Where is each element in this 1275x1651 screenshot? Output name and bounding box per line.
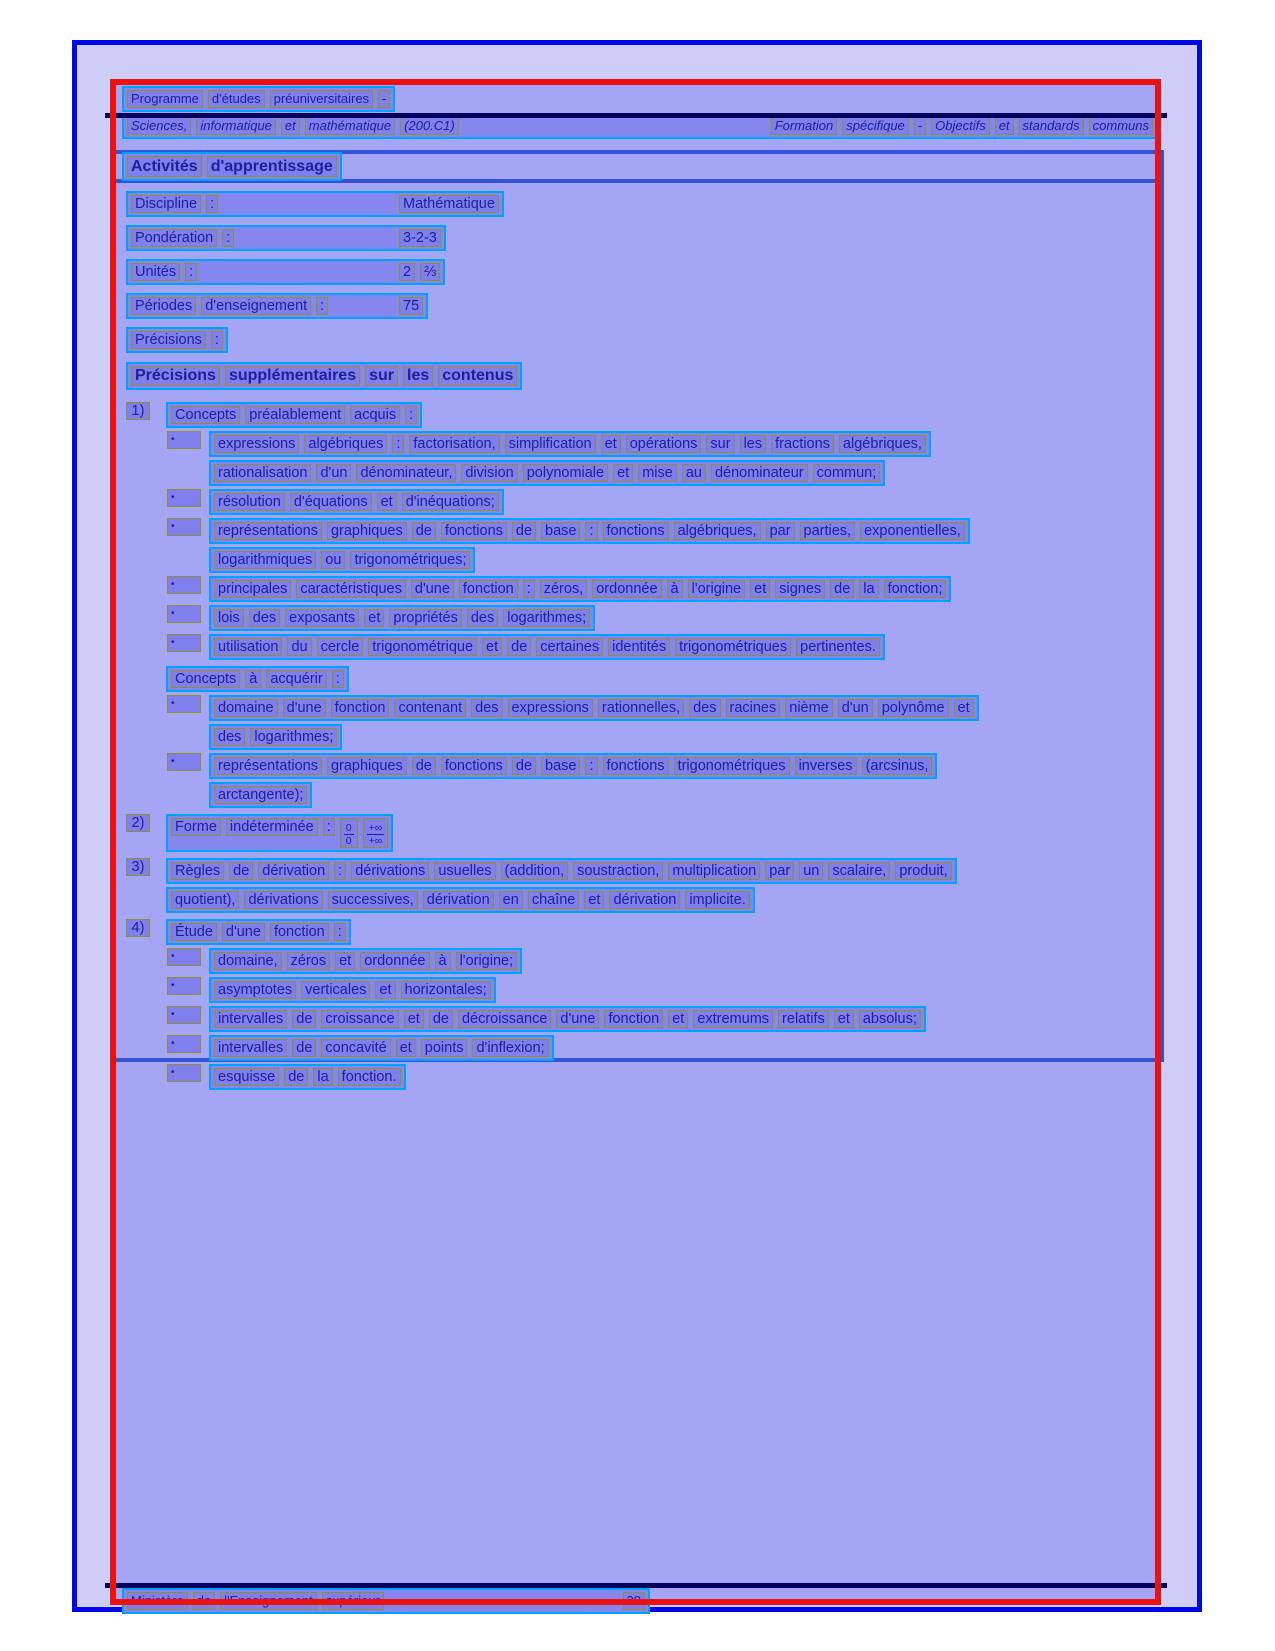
list-item (167, 948, 1160, 974)
header-line-1 (122, 86, 1158, 112)
field-row (126, 191, 1160, 216)
list-item-continuation (166, 887, 1160, 913)
bullet-icon: • (167, 948, 201, 966)
list-item (167, 695, 1160, 721)
header-section-label: Formation spécifique - Objectifs et standards communs (771, 117, 1153, 135)
field-row (126, 225, 1160, 250)
bullet-icon: • (167, 977, 201, 995)
list-item-text: rationalisation d'un dénominateur, division polynomiale et mise au dénominateur commun; (209, 460, 885, 486)
list-item-text: intervalles de croissance et de décroissance d'une fonction et extremums relatifs et absolus; (209, 1006, 926, 1032)
field-value: Mathématique (399, 195, 499, 213)
list-item-text: domaine, zéros et ordonnée à l'origine; (209, 948, 522, 974)
bullet-icon: • (167, 489, 201, 507)
list-item-text: utilisation du cercle trigonométrique et de certaines identités trigonométriques pertinentes. (209, 634, 885, 660)
list-item-text: domaine d'une fonction contenant des expressions rationnelles, des racines nième d'un polynôme et (209, 695, 979, 721)
list-item-text: intervalles de concavité et points d'inflexion; (209, 1035, 554, 1061)
list-item: 2) Forme indéterminée : $\frac{0}{0}$ $\frac{+\infty}{+\infty}$ (126, 814, 1160, 852)
page-footer (122, 1588, 650, 1614)
list-item-text: Concepts à acquérir : (166, 666, 349, 692)
field-row (126, 293, 1160, 318)
field-row (126, 327, 1160, 352)
list-item-text: esquisse de la fonction. (209, 1064, 406, 1090)
bullet-icon: • (167, 634, 201, 652)
list-item (167, 576, 1160, 602)
list-item-text: principales caractéristiques d'une fonction : zéros, ordonnée à l'origine et signes de la fonction; (209, 576, 951, 602)
section-heading (126, 362, 1160, 390)
field-label: Précisions : (131, 331, 223, 349)
list-item-text: Étude d'une fonction : (166, 919, 351, 945)
field-label: Discipline : (131, 195, 394, 213)
list-item-continuation (209, 460, 1160, 486)
list-item-continuation (209, 782, 1160, 808)
list-item-text: représentations graphiques de fonctions de base : fonctions trigonométriques inverses (arcsinus, (209, 753, 937, 779)
list-item (167, 1035, 1160, 1061)
bullet-icon: • (167, 431, 201, 449)
list-item-text: résolution d'équations et d'inéquations; (209, 489, 504, 515)
field-label: Unités : (131, 263, 394, 281)
list-item-continuation (209, 724, 1160, 750)
bullet-icon: • (167, 576, 201, 594)
field-value: 2 ⅔ (399, 263, 440, 281)
field-value: 3-2-3 (399, 229, 441, 247)
list-item-text: arctangente); (209, 782, 312, 808)
list-item-text: des logarithmes; (209, 724, 342, 750)
table-title-row (114, 154, 1160, 183)
bullet-icon: • (167, 605, 201, 623)
field-value: 75 (399, 297, 423, 315)
page-number: 29 (623, 1592, 645, 1610)
list-item (167, 753, 1160, 779)
item-number: 1) (126, 402, 150, 420)
list-item (166, 666, 1160, 692)
bullet-icon: • (167, 1006, 201, 1024)
list-item (167, 518, 1160, 544)
header-program-title: Programme d'études préuniversitaires - (122, 86, 395, 112)
list-item (167, 605, 1160, 631)
list-item (167, 977, 1160, 1003)
list-item-text: asymptotes verticales et horizontales; (209, 977, 496, 1003)
list-item (167, 634, 1160, 660)
item-number: 2) (126, 814, 150, 832)
header-program-subtitle: Sciences, informatique et mathématique (200.C1) (127, 117, 459, 135)
list-item-text: Règles de dérivation : dérivations usuelles (addition, soustraction, multiplication par un scalaire, produit, (166, 858, 957, 884)
bullet-icon: • (167, 1035, 201, 1053)
list-item-text: quotient), dérivations successives, dérivation en chaîne et dérivation implicite. (166, 887, 755, 913)
item-number: 3) (126, 858, 150, 876)
list-item (167, 489, 1160, 515)
bullet-icon: • (167, 695, 201, 713)
activities-table (110, 150, 1164, 1086)
fraction-infinity-over-infinity: $\frac{+\infty}{+\infty}$ (363, 818, 389, 848)
list-item (126, 402, 1160, 428)
table-title: Activités d'apprentissage (122, 152, 342, 181)
bullet-icon: • (167, 753, 201, 771)
field-row (126, 259, 1160, 284)
header-rule (105, 113, 1167, 118)
list-item (167, 1006, 1160, 1032)
list-item (167, 1064, 1160, 1090)
footer-rule (105, 1583, 1167, 1588)
document-page (72, 40, 1202, 1612)
footer-ministry-label: Ministère de l'Enseignement supérieur (127, 1592, 384, 1610)
item-number: 4) (126, 919, 150, 937)
list-item-text: lois des exposants et propriétés des logarithmes; (209, 605, 595, 631)
list-item (126, 858, 1160, 884)
list-item-text: Concepts préalablement acquis : (166, 402, 422, 428)
section-heading-text: Précisions supplémentaires sur les contenus (126, 362, 522, 390)
list-item-continuation (209, 547, 1160, 573)
field-label: Périodes d'enseignement : (131, 297, 394, 315)
list-item (167, 431, 1160, 457)
list-item-text: logarithmiques ou trigonométriques; (209, 547, 475, 573)
list-item (126, 919, 1160, 945)
bullet-icon: • (167, 1064, 201, 1082)
bullet-icon: • (167, 518, 201, 536)
table-body (114, 183, 1160, 1090)
list-item-text: représentations graphiques de fonctions de base : fonctions algébriques, par parties, exponentielles, (209, 518, 970, 544)
field-label: Pondération : (131, 229, 394, 247)
list-item-text: expressions algébriques : factorisation, simplification et opérations sur les fractions algébriques, (209, 431, 931, 457)
fraction-zero-over-zero: $\frac{0}{0}$ (340, 818, 358, 848)
